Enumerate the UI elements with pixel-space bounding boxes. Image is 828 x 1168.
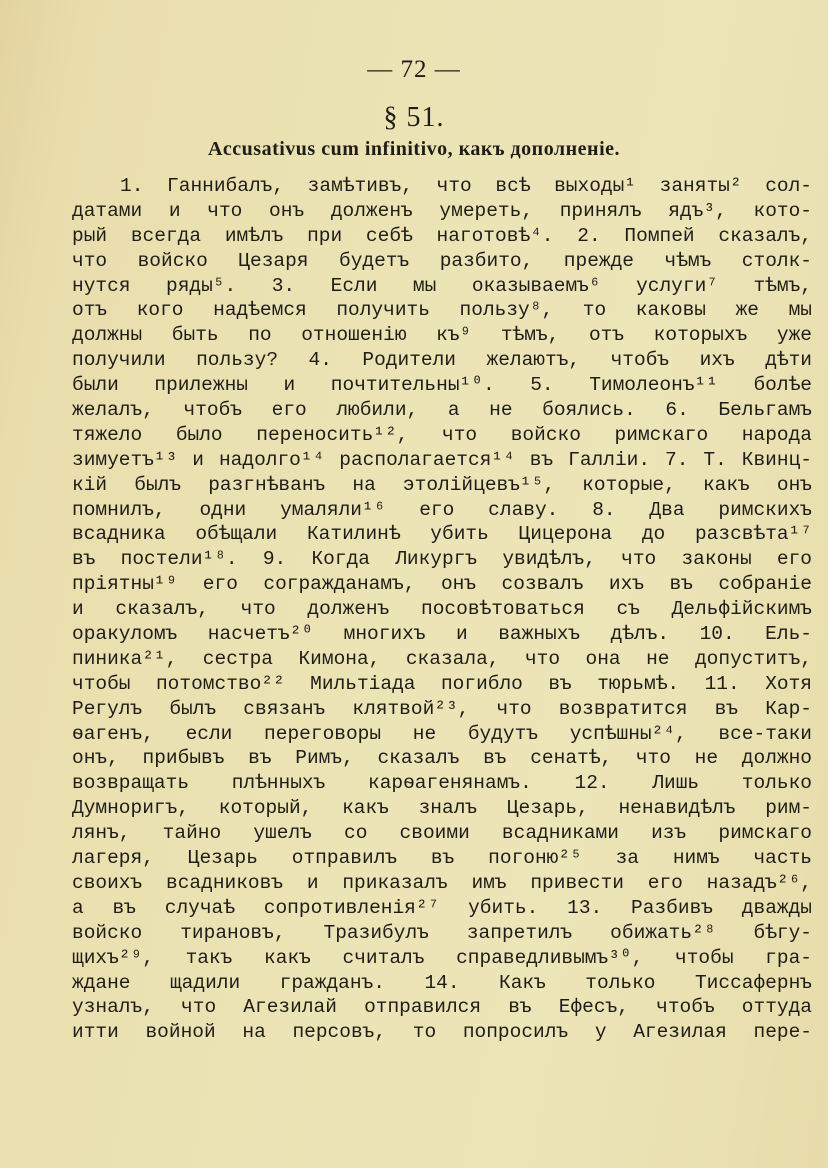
text-line: зимуетъ¹³ и надолго¹⁴ располагается¹⁴ въ Галліи. 7. Т. Квинц- (72, 448, 812, 471)
text-line: итти войной на персовъ, то попросилъ у Агезилая пере- (72, 1021, 812, 1044)
text-line: лагеря, Цезарь отправилъ въ погоню²⁵ за нимъ часть (72, 847, 812, 870)
text-line: пиника²¹, сестра Кимона, сказала, что она не допуститъ, (72, 647, 812, 670)
section-subtitle: Accusativus cum infinitivo, какъ дополненіе. (207, 138, 621, 160)
text-line: щихъ²⁹, такъ какъ считалъ справедливымъ³⁰, чтобы гра- (72, 946, 812, 969)
text-line: а въ случаѣ сопротивленія²⁷ убить. 13. Разбивъ дважды (72, 896, 812, 919)
text-line: оракуломъ насчетъ²⁰ многихъ и важныхъ дѣлъ. 10. Ель- (72, 623, 812, 646)
text-line: нутся ряды⁵. 3. Если мы оказываемъ⁶ услуги⁷ тѣмъ, (72, 274, 812, 297)
text-line: отъ кого надѣемся получить пользу⁸, то каковы же мы (72, 299, 812, 322)
text-line: войско тирановъ, Тразибулъ запретилъ обижать²⁸ бѣгу- (72, 921, 812, 944)
text-line: всадника обѣщали Катилинѣ убить Цицерона до разсвѣта¹⁷ (72, 523, 812, 546)
text-line: датами и что онъ долженъ умереть, принялъ ядъ³, кото- (72, 199, 812, 222)
text-line: и сказалъ, что долженъ посовѣтоваться съ Дельфійскимъ (72, 598, 812, 621)
text-line: возвращать плѣнныхъ карѳагенянамъ. 12. Лишь только (72, 772, 812, 795)
text-line: своихъ всадниковъ и приказалъ имъ привести его назадъ²⁶, (72, 871, 812, 894)
text-line: кій былъ разгнѣванъ на этолійцевъ¹⁵, которые, какъ онъ (72, 473, 812, 496)
text-line: ѳагенъ, если переговоры не будутъ успѣшны²⁴, все-таки (72, 722, 812, 745)
text-line: лянъ, тайно ушелъ со своими всадниками изъ римскаго (72, 822, 812, 845)
text-line: 1. Ганнибалъ, замѣтивъ, что всѣ выходы¹ заняты² сол- (120, 175, 812, 197)
text-line: Регулъ былъ связанъ клятвой²³, что возвратится въ Кар- (72, 697, 812, 720)
exercise-text (72, 174, 812, 1045)
text-line: пріятны¹⁹ его согражданамъ, онъ созвалъ ихъ въ собраніе (72, 573, 812, 596)
text-line: должны быть по отношенію къ⁹ тѣмъ, отъ которыхъ уже (72, 324, 812, 347)
text-line: чтобы потомство²² Мильтіада погибло въ тюрьмѣ. 11. Хотя (72, 672, 812, 695)
text-line: получили пользу? 4. Родители желаютъ, чтобъ ихъ дѣти (72, 349, 812, 372)
text-line: тяжело было переносить¹², что войско римскаго народа (72, 423, 812, 446)
text-line: были прилежны и почтительны¹⁰. 5. Тимолеонъ¹¹ болѣе (72, 374, 812, 397)
text-line: желалъ, чтобъ его любили, а не боялись. 6. Бельгамъ (72, 399, 812, 422)
text-line: ждане щадили гражданъ. 14. Какъ только Тиссафернъ (72, 971, 812, 994)
section-heading: § 51. (383, 102, 445, 133)
text-line: Думноригъ, который, какъ зналъ Цезарь, ненавидѣлъ рим- (72, 797, 812, 820)
text-line: узналъ, что Агезилай отправился въ Ефесъ, чтобъ оттуда (72, 996, 812, 1019)
page-number: — 72 — (367, 56, 461, 83)
text-line: онъ, прибывъ въ Римъ, сказалъ въ сенатѣ, что не должно (72, 747, 812, 770)
text-line: въ постели¹⁸. 9. Когда Ликургъ увидѣлъ, что законы его (72, 548, 812, 571)
text-line: что войско Цезаря будетъ разбито, прежде чѣмъ столк- (72, 249, 812, 272)
text-line: помнилъ, одни умаляли¹⁶ его славу. 8. Два римскихъ (72, 498, 812, 521)
text-line: рый всегда имѣлъ при себѣ наготовѣ⁴. 2. Помпей сказалъ, (72, 224, 812, 247)
